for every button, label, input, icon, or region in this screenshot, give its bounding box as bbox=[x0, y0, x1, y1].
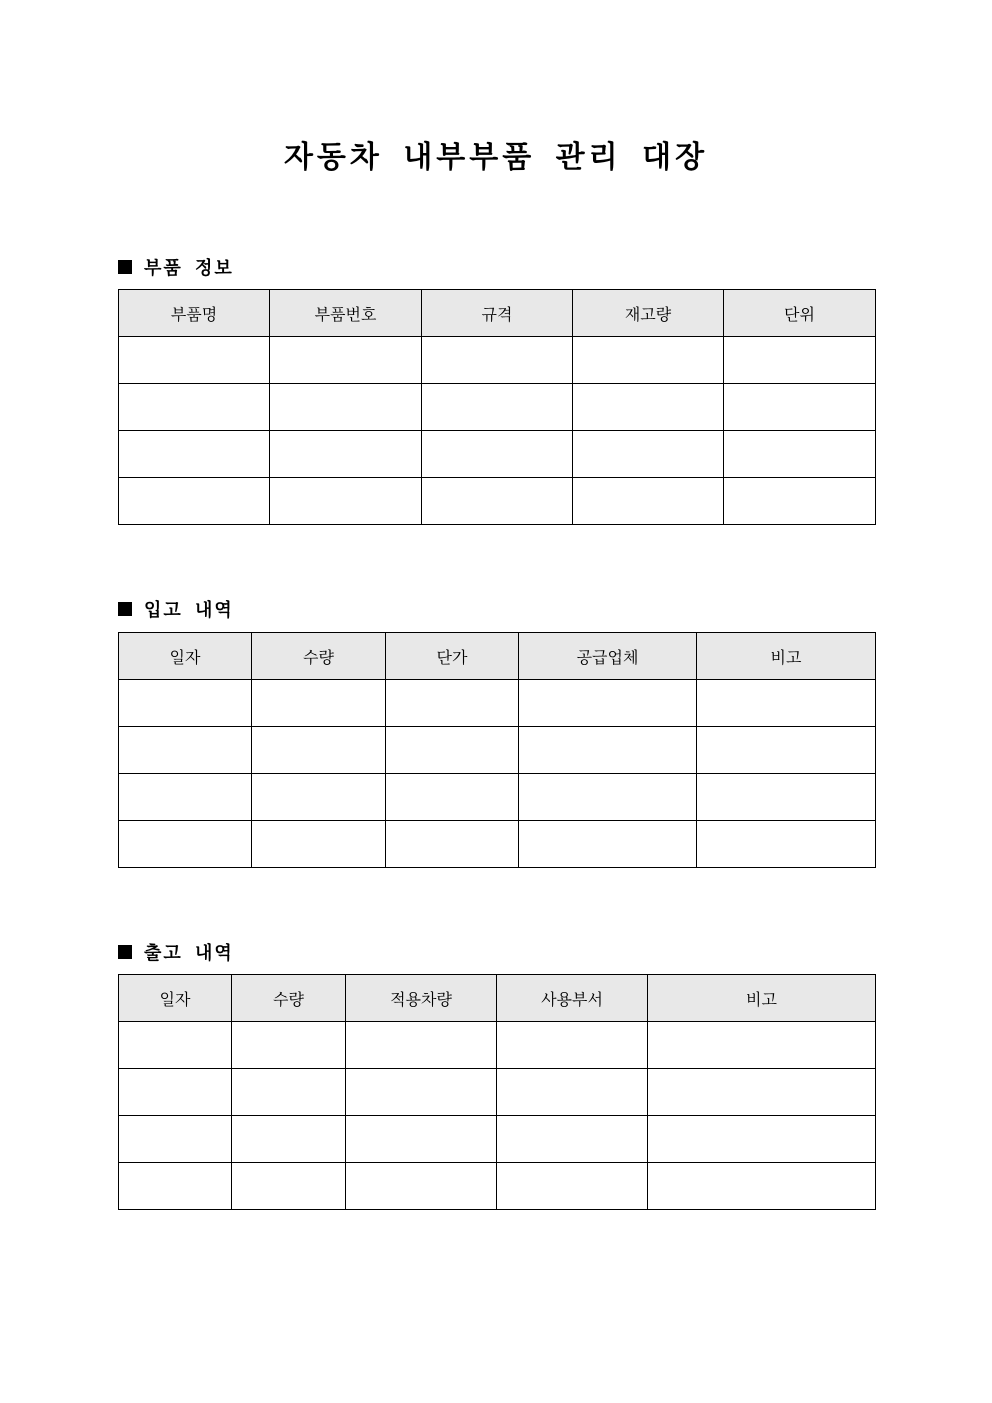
section-heading-label: 입고 내역 bbox=[144, 600, 234, 621]
table-cell[interactable] bbox=[346, 1069, 497, 1116]
table-cell[interactable] bbox=[422, 384, 573, 431]
column-header: 재고량 bbox=[573, 290, 724, 337]
table-cell[interactable] bbox=[697, 774, 876, 821]
section-heading-incoming bbox=[118, 596, 234, 622]
table-cell[interactable] bbox=[270, 431, 422, 478]
table-row bbox=[119, 1116, 876, 1163]
section-heading-label: 출고 내역 bbox=[144, 943, 234, 964]
table-row bbox=[119, 431, 876, 478]
column-header: 적용차량 bbox=[346, 975, 497, 1022]
table-cell[interactable] bbox=[270, 478, 422, 525]
column-header: 비고 bbox=[697, 633, 876, 680]
table-cell[interactable] bbox=[119, 431, 270, 478]
table-cell[interactable] bbox=[724, 337, 876, 384]
column-header: 단가 bbox=[386, 633, 519, 680]
table-cell[interactable] bbox=[119, 680, 252, 727]
table-cell[interactable] bbox=[119, 821, 252, 868]
table-cell[interactable] bbox=[252, 727, 386, 774]
table-row bbox=[119, 821, 876, 868]
table-cell[interactable] bbox=[232, 1116, 346, 1163]
table-cell[interactable] bbox=[648, 1116, 876, 1163]
table-cell[interactable] bbox=[119, 727, 252, 774]
table-row bbox=[119, 478, 876, 525]
table-cell[interactable] bbox=[648, 1163, 876, 1210]
table-cell[interactable] bbox=[270, 337, 422, 384]
table-header-row bbox=[119, 633, 876, 680]
table-cell[interactable] bbox=[119, 478, 270, 525]
table-cell[interactable] bbox=[252, 821, 386, 868]
table-row bbox=[119, 680, 876, 727]
table-cell[interactable] bbox=[346, 1163, 497, 1210]
table-cell[interactable] bbox=[119, 1163, 232, 1210]
table-cell[interactable] bbox=[497, 1116, 648, 1163]
column-header: 사용부서 bbox=[497, 975, 648, 1022]
document-title: 자동차 내부부품 관리 대장 bbox=[283, 140, 709, 175]
table-cell[interactable] bbox=[119, 774, 252, 821]
section-heading-outgoing bbox=[118, 939, 234, 965]
outgoing-table bbox=[118, 974, 876, 1210]
column-header: 부품번호 bbox=[270, 290, 422, 337]
table-cell[interactable] bbox=[232, 1069, 346, 1116]
column-header: 부품명 bbox=[119, 290, 270, 337]
table-cell[interactable] bbox=[519, 727, 697, 774]
table-cell[interactable] bbox=[386, 727, 519, 774]
table-cell[interactable] bbox=[422, 431, 573, 478]
table-cell[interactable] bbox=[573, 431, 724, 478]
table-cell[interactable] bbox=[232, 1022, 346, 1069]
table-cell[interactable] bbox=[232, 1163, 346, 1210]
column-header: 일자 bbox=[119, 975, 232, 1022]
table-cell[interactable] bbox=[724, 478, 876, 525]
table-cell[interactable] bbox=[346, 1022, 497, 1069]
column-header: 일자 bbox=[119, 633, 252, 680]
square-bullet-icon bbox=[118, 945, 132, 959]
table-cell[interactable] bbox=[519, 774, 697, 821]
table-cell[interactable] bbox=[270, 384, 422, 431]
column-header: 단위 bbox=[724, 290, 876, 337]
table-cell[interactable] bbox=[119, 384, 270, 431]
square-bullet-icon bbox=[118, 602, 132, 616]
table-cell[interactable] bbox=[497, 1022, 648, 1069]
table-row bbox=[119, 1022, 876, 1069]
column-header: 규격 bbox=[422, 290, 573, 337]
table-cell[interactable] bbox=[697, 680, 876, 727]
section-heading-parts-info bbox=[118, 254, 234, 280]
table-cell[interactable] bbox=[724, 384, 876, 431]
table-cell[interactable] bbox=[119, 1116, 232, 1163]
column-header: 공급업체 bbox=[519, 633, 697, 680]
section-heading-label: 부품 정보 bbox=[144, 258, 234, 279]
table-row bbox=[119, 337, 876, 384]
table-cell[interactable] bbox=[697, 821, 876, 868]
table-cell[interactable] bbox=[252, 774, 386, 821]
table-row bbox=[119, 1069, 876, 1116]
table-cell[interactable] bbox=[119, 1069, 232, 1116]
table-cell[interactable] bbox=[252, 680, 386, 727]
square-bullet-icon bbox=[118, 260, 132, 274]
table-cell[interactable] bbox=[497, 1163, 648, 1210]
table-cell[interactable] bbox=[422, 478, 573, 525]
table-cell[interactable] bbox=[573, 478, 724, 525]
table-cell[interactable] bbox=[519, 821, 697, 868]
table-cell[interactable] bbox=[422, 337, 573, 384]
table-cell[interactable] bbox=[519, 680, 697, 727]
incoming-table bbox=[118, 632, 876, 868]
parts-info-table bbox=[118, 289, 876, 525]
column-header: 수량 bbox=[232, 975, 346, 1022]
table-cell[interactable] bbox=[497, 1069, 648, 1116]
table-row bbox=[119, 1163, 876, 1210]
table-row bbox=[119, 727, 876, 774]
table-cell[interactable] bbox=[573, 337, 724, 384]
table-cell[interactable] bbox=[573, 384, 724, 431]
table-header-row bbox=[119, 290, 876, 337]
column-header: 비고 bbox=[648, 975, 876, 1022]
table-cell[interactable] bbox=[648, 1069, 876, 1116]
table-cell[interactable] bbox=[119, 1022, 232, 1069]
table-cell[interactable] bbox=[697, 727, 876, 774]
table-cell[interactable] bbox=[648, 1022, 876, 1069]
table-row bbox=[119, 384, 876, 431]
table-cell[interactable] bbox=[386, 821, 519, 868]
column-header: 수량 bbox=[252, 633, 386, 680]
table-cell[interactable] bbox=[386, 680, 519, 727]
table-row bbox=[119, 774, 876, 821]
table-cell[interactable] bbox=[724, 431, 876, 478]
table-cell[interactable] bbox=[346, 1116, 497, 1163]
table-cell[interactable] bbox=[119, 337, 270, 384]
table-header-row bbox=[119, 975, 876, 1022]
table-cell[interactable] bbox=[386, 774, 519, 821]
